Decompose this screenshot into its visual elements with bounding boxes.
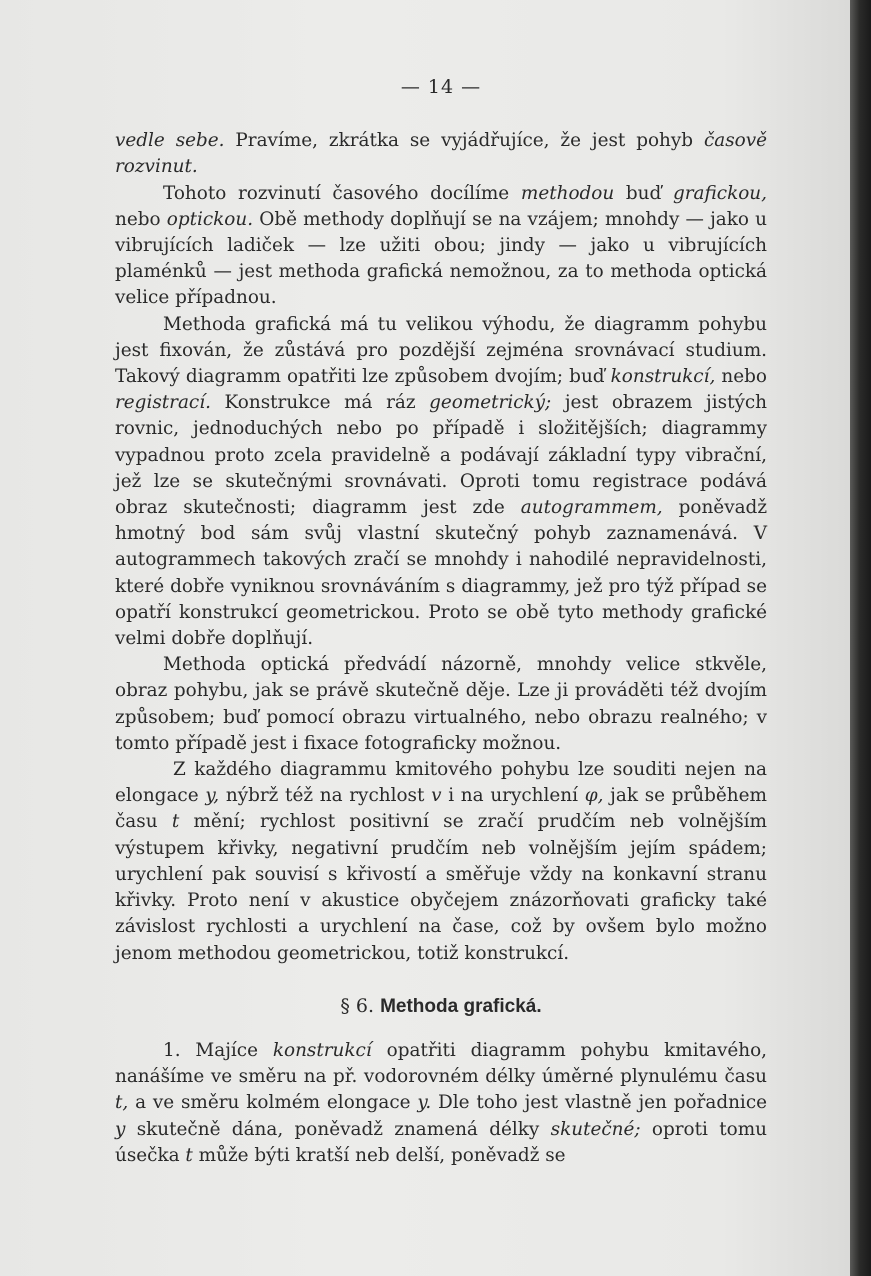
section-number: § 6. [340,994,375,1017]
paragraph-6: 1. Majíce konstrukcí opatřiti diagramm pohybu kmitavého, nanášíme ve směru na př. vodorovném délky úměrné plynulému času t, a ve směru kolmém elongace y. Dle toho jest vlastně jen pořadnice y skutečně dána, poněvadž znamená délky skutečné; oproti tomu úsečka t může býti kratší neb delší, poněvadž se [115,1039,767,1166]
section-title: Methoda grafická. [380,995,542,1017]
paragraph-2: Tohoto rozvinutí časového docílíme methodou buď grafickou, nebo optickou. Obě methody doplňují se na vzájem; mnohdy — jako u vibrujících ladiček — lze užiti obou; jindy — jako u vibrujících plaménků — jest methoda grafická nemožnou, za to methoda optická velice případnou. [115,182,767,309]
paragraph-4: Methoda optická předvádí názorně, mnohdy velice stkvěle, obraz pohybu, jak se právě skutečně děje. Lze ji prováděti též dvojím způsobem; buď pomocí obrazu virtualného, nebo obrazu realného; v tomto případě jest i fixace fotograficky možnou. [115,654,767,754]
paragraph-5: Z každého diagrammu kmitového pohybu lze souditi nejen na elongace y, nýbrž též na rychlost v i na urychlení φ, jak se průběhem času t mění; rychlost positivní se zračí prudčím neb volnějším výstupem křivky, negativní prudčím neb volnějším jejím spádem; urychlení pak souvisí s křivostí a směřuje vždy na konkavní stranu křivky. Proto není v akustice obyčejem znázorňovati graficky také závislost rychlosti a urychlení na čase, což by ovšem bylo možno jenom methodou geometrickou, totiž konstrukcí. [115,759,767,964]
page-text [115,74,767,1169]
paragraph-1: vedle sebe. Pravíme, zkrátka se vyjádřujíce, že jest pohyb časově rozvinut. [115,130,767,178]
paragraph-3: Methoda grafická má tu velikou výhodu, že diagramm pohybu jest fixován, že zůstává pro pozdější zejména srovnávací studium. Takový diagramm opatřiti lze způsobem dvojím; buď konstrukcí, nebo registrací. Konstrukce má ráz geometrický; jest obrazem jistých rovnic, jednoduchých nebo po případě i složitějších; diagrammy vypadnou proto zcela pravidelně a podávají základní typy vibrační, jež lze se skutečnými srovnávati. Oproti tomu registrace podává obraz skutečnosti; diagramm jest zde autogrammem, poněvadž hmotný bod sám svůj vlastní skutečný pohyb zaznamenává. V autogrammech takových zračí se mnohdy i nahodilé nepravidelnosti, které dobře vyniknou srovnáváním s diagrammy, jež pro týž případ se opatří konstrukcí geometrickou. Proto se obě tyto methody grafické velmi dobře doplňují. [115,313,768,650]
section-heading [115,993,767,1020]
book-binding-edge [850,0,871,1276]
page-number: — 14 — [400,76,482,98]
